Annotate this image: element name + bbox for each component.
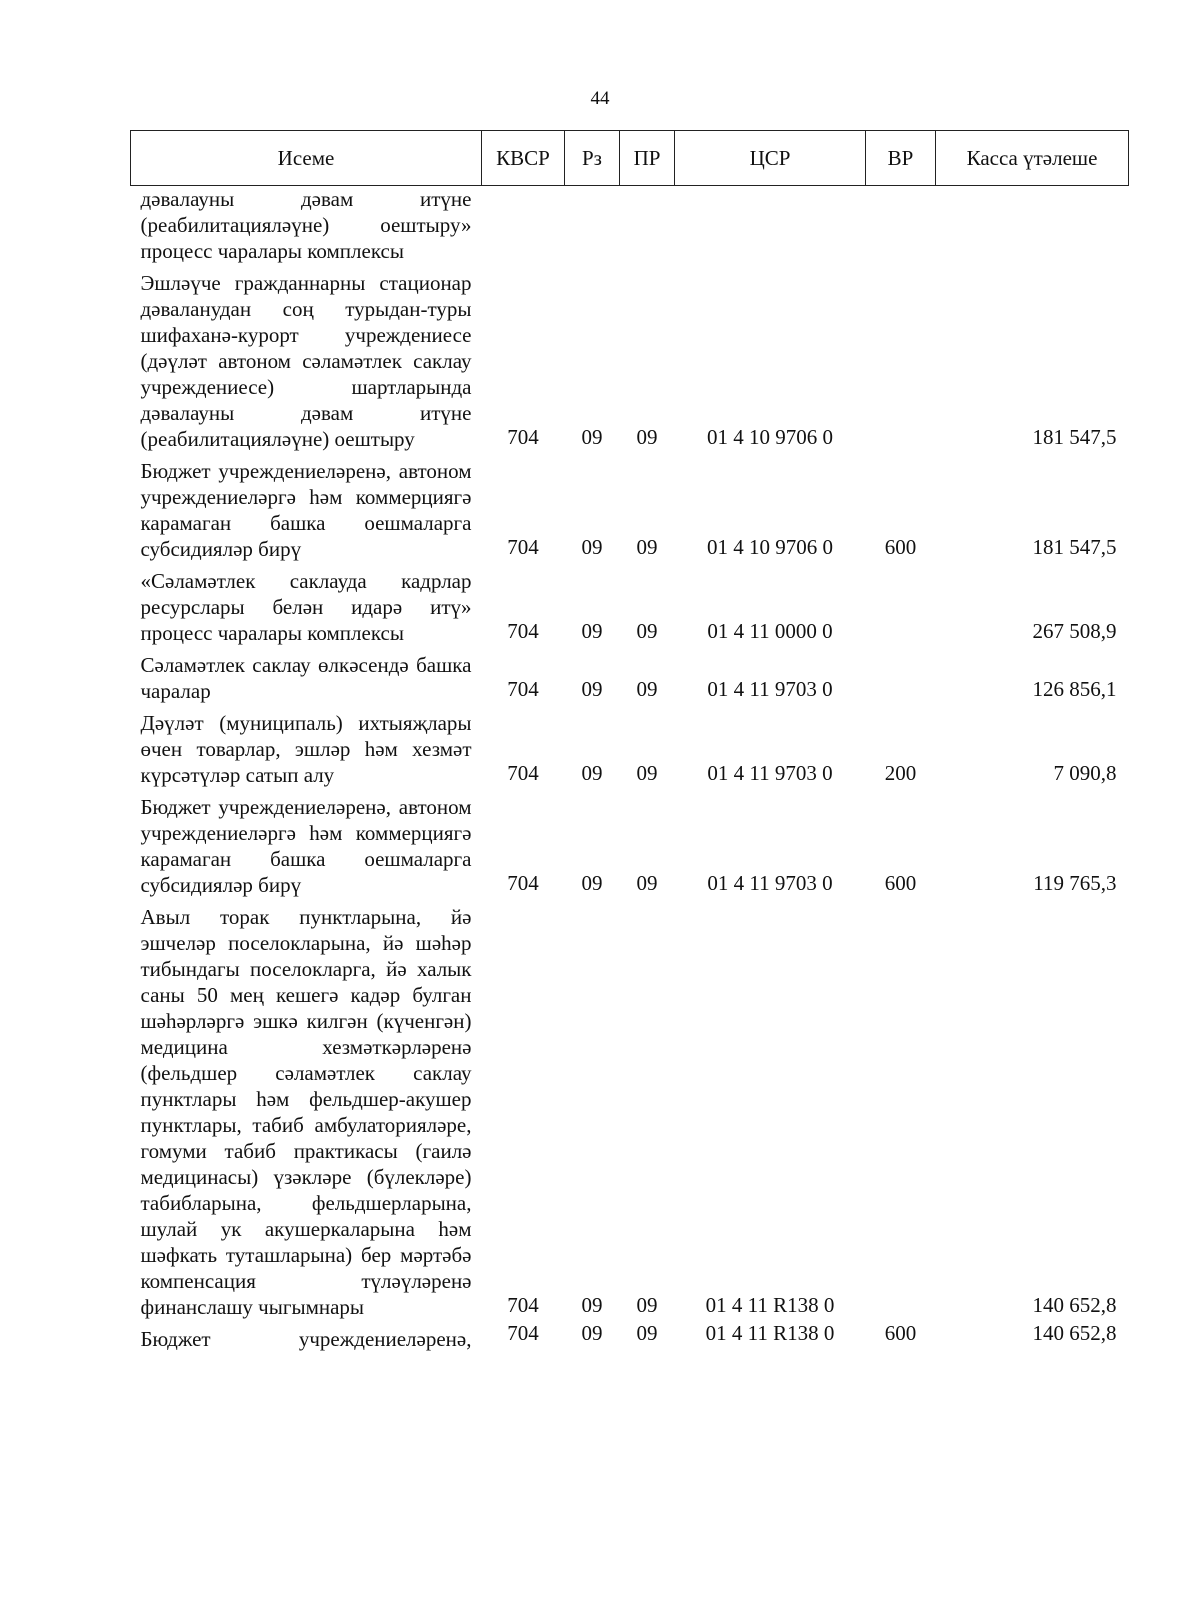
table-row [131,1320,1129,1352]
row-vr: 200 [884,761,917,785]
row-pr: 09 [636,1321,658,1345]
row-vr [866,264,936,452]
row-sum: 181 547,5 [1032,535,1117,559]
row-vr [866,186,936,265]
header-name: Исеме [131,131,482,186]
row-sum: 181 547,5 [1032,425,1117,449]
row-name: Дәүләт (муниципаль) ихтыяҗлары өчен товарлар, эшләр һәм хезмәт күрсәтүләр сатып алу [140,711,472,787]
row-name: Бюджет учреждениеләренә, [140,1327,472,1351]
table-row [131,264,1129,452]
header-sum: Касса үтәлеше [936,131,1129,186]
row-csr: 01 4 10 9706 0 [707,425,833,449]
header-csr: ЦСР [675,131,866,186]
row-pr: 09 [636,761,658,785]
table-row [131,898,1129,1320]
row-name: Авыл торак пунктларына, йә эшчеләр поселокларына, йә шәһәр тибындагы поселокларга, йә халык саны 50 мең кешегә кадәр булган шәһәрләргә эшкә килгән (күченгән) медицина хезмәткәрләренә (фельдшер сәламәтлек саклау пунктлары һәм фельдшер-акушер пунктлары, табиб амбулаторияләре, гомуми табиб практикасы (гаилә медицинасы) үзәкләре (бүлекләре) табибларына, фельдшерларына, шулай ук акушеркаларына һәм шәфкать туташларына) бер мәртәбә компенсация түләүләренә финанслашу чыгымнары [140,905,472,1319]
row-kvsr [482,186,565,265]
row-sum: 126 856,1 [1032,677,1117,701]
row-sum: 267 508,9 [1032,619,1117,643]
row-rz [565,186,620,265]
row-pr: 09 [636,425,658,449]
budget-table [130,130,1129,1352]
row-csr: 01 4 10 9706 0 [707,535,833,559]
row-pr: 09 [636,1293,658,1317]
row-sum: 140 652,8 [1032,1293,1117,1317]
row-rz: 09 [581,1293,603,1317]
row-kvsr: 704 [507,1321,539,1345]
row-vr: 600 [884,535,917,559]
row-name: Эшләүче гражданнарны стационар дәваланудан соң турыдан-туры шифаханә-курорт учреждениесе (дәүләт автоном сәламәтлек саклау учреждениесе) шартларында дәвалауны дәвам итүне (реабилитацияләүне) оештыру [140,271,472,451]
header-vr: ВР [866,131,936,186]
row-name: Сәламәтлек саклау өлкәсендә башка чаралар [140,653,472,703]
row-pr [620,186,675,265]
row-vr: 600 [884,871,917,895]
row-kvsr: 704 [507,677,539,701]
row-pr: 09 [636,871,658,895]
table-row [131,186,1129,265]
table-header [131,131,1129,186]
row-csr: 01 4 11 9703 0 [707,871,833,895]
table-row [131,452,1129,562]
row-kvsr: 704 [507,619,539,643]
row-sum: 140 652,8 [1032,1321,1117,1345]
header-rz: Рз [565,131,620,186]
row-sum [936,186,1129,265]
row-sum: 119 765,3 [1033,871,1117,895]
row-csr [675,186,866,265]
row-rz: 09 [581,1321,603,1345]
row-pr: 09 [636,677,658,701]
row-kvsr: 704 [507,425,539,449]
row-rz: 09 [581,677,603,701]
row-csr: 01 4 11 0000 0 [707,619,833,643]
row-pr: 09 [636,619,658,643]
row-rz: 09 [581,761,603,785]
row-name: «Сәламәтлек саклауда кадрлар ресурслары белән идарә итү» процесс чаралары комплексы [140,569,472,645]
row-rz: 09 [581,425,603,449]
table-row [131,562,1129,646]
row-kvsr: 704 [507,871,539,895]
table-row [131,704,1129,788]
table-row [131,646,1129,704]
row-vr [866,898,936,1320]
header-kvsr: КВСР [482,131,565,186]
row-csr: 01 4 11 9703 0 [707,761,833,785]
row-kvsr: 704 [507,761,539,785]
row-kvsr: 704 [507,1293,539,1317]
row-rz: 09 [581,619,603,643]
table-row [131,788,1129,898]
row-name: Бюджет учреждениеләренә, автоном учреждениеләргә һәм коммерциягә карамаган башка оешмаларга субсидияләр бирү [140,459,472,561]
row-rz: 09 [581,871,603,895]
row-rz: 09 [581,535,603,559]
row-csr: 01 4 11 9703 0 [707,677,833,701]
table-body [131,186,1129,1353]
row-csr: 01 4 11 R138 0 [705,1321,835,1345]
row-sum: 7 090,8 [1053,761,1117,785]
page-number: 44 [590,88,610,109]
row-kvsr: 704 [507,535,539,559]
row-csr: 01 4 11 R138 0 [705,1293,835,1317]
row-vr [866,646,936,704]
row-name: Бюджет учреждениеләренә, автоном учреждениеләргә һәм коммерциягә карамаган башка оешмаларга субсидияләр бирү [140,795,472,897]
row-pr: 09 [636,535,658,559]
row-vr: 600 [884,1321,917,1345]
row-vr [866,562,936,646]
row-name: дәвалауны дәвам итүне (реабилитацияләүне) оештыру» процесс чаралары комплексы [140,187,472,263]
header-pr: ПР [620,131,675,186]
